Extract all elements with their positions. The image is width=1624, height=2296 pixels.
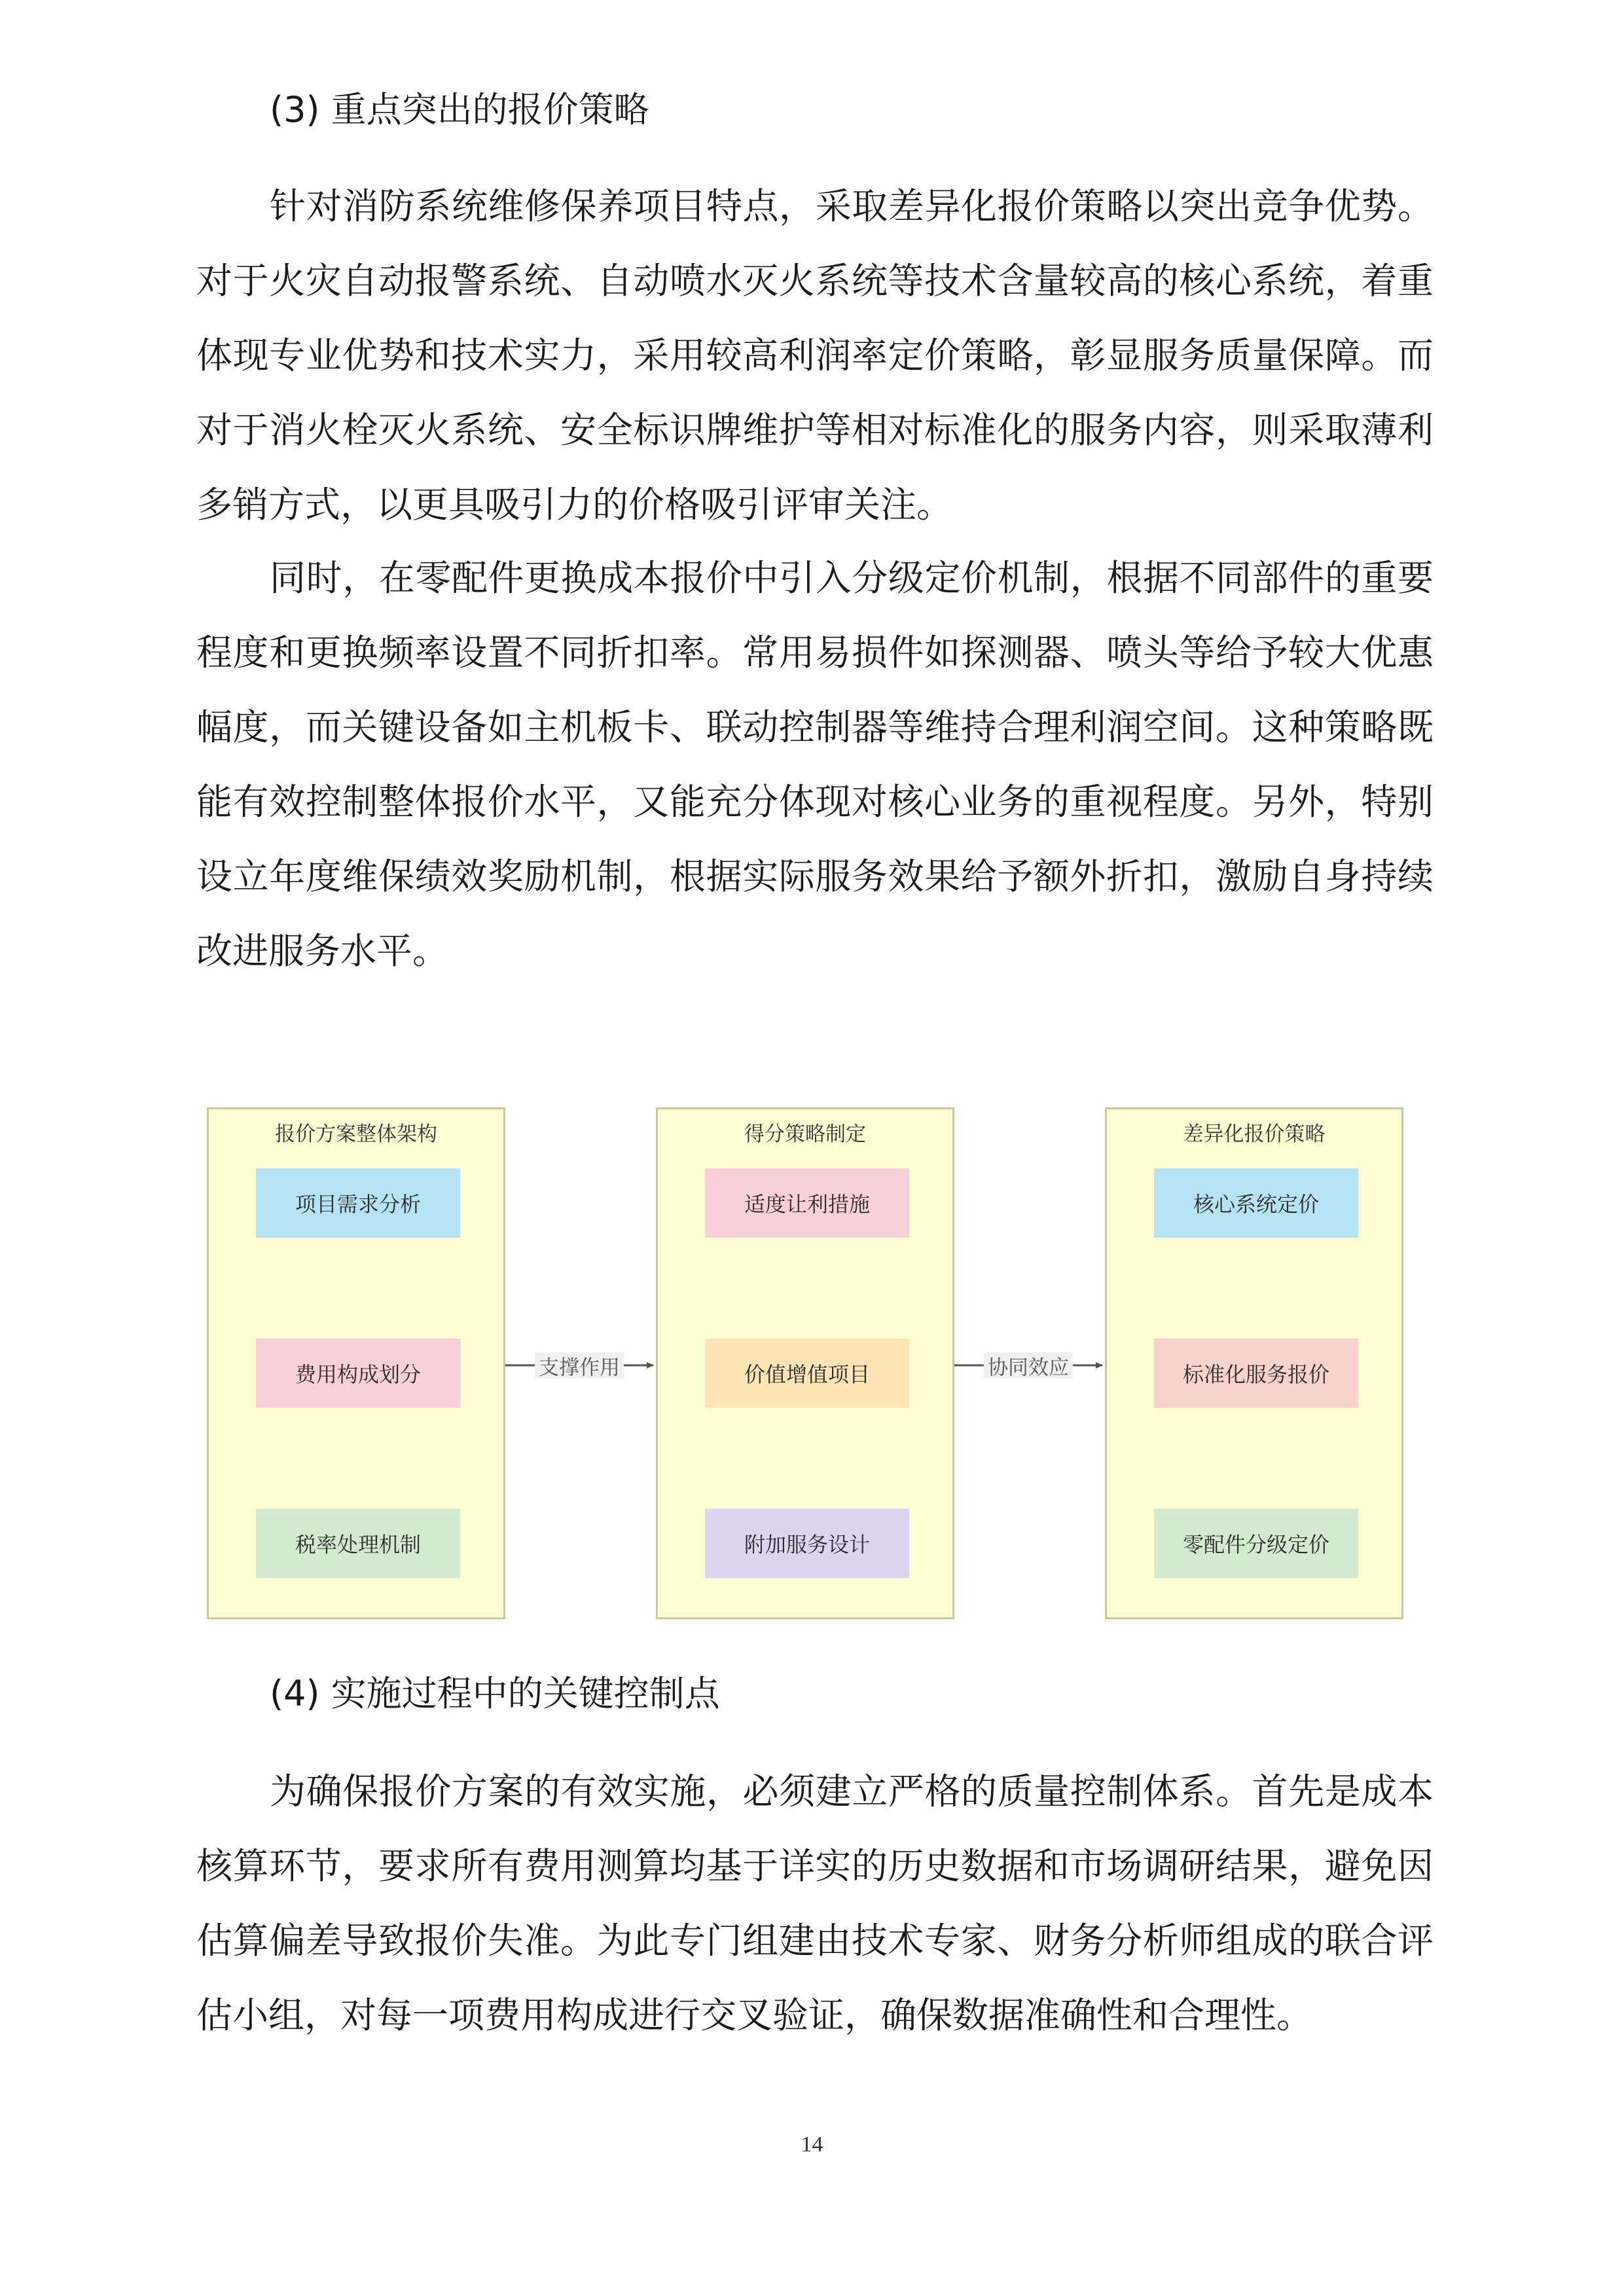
node-requirement-analysis: 项目需求分析 (256, 1168, 460, 1238)
group-title: 报价方案整体架构 (275, 1122, 437, 1146)
group-differentiated-pricing (1105, 1107, 1403, 1619)
node-tax-handling: 税率处理机制 (256, 1509, 460, 1578)
link-label-synergy: 协同效应 (984, 1352, 1073, 1378)
pricing-strategy-diagram (207, 1107, 1424, 1631)
paragraph-quality-control: 为确保报价方案的有效实施，必须建立严格的质量控制体系。首先是成本核算环节，要求所有费用测算均基于详实的历史数据和市场调研结果，避免因估算偏差导致报价失准。为此专门组建由技术专家、财务分析师组成的联合评估小组，对每一项费用构成进行交叉验证，确保数据准确性和合理性。 (196, 1770, 1434, 2036)
section-heading-3: (3) 重点突出的报价策略 (270, 89, 649, 130)
node-core-system-pricing: 核心系统定价 (1154, 1168, 1358, 1238)
node-moderate-discount: 适度让利措施 (705, 1168, 909, 1238)
node-standard-service-quote: 标准化服务报价 (1154, 1338, 1358, 1408)
section-heading-4: (4) 实施过程中的关键控制点 (270, 1673, 720, 1714)
node-cost-breakdown: 费用构成划分 (256, 1338, 460, 1408)
page-number: 14 (801, 2132, 823, 2157)
paragraph-tiered-parts-pricing: 同时，在零配件更换成本报价中引入分级定价机制，根据不同部件的重要程度和更换频率设置不同折扣率。常用易损件如探测器、喷头等给予较大优惠幅度，而关键设备如主机板卡、联动控制器等维持合理利润空间。这种策略既能有效控制整体报价水平，又能充分体现对核心业务的重视程度。另外，特别设立年度维保绩效奖励机制，根据实际服务效果给予额外折扣，激励自身持续改进服务水平。 (196, 557, 1434, 972)
paragraph-differentiated-pricing: 针对消防系统维修保养项目特点，采取差异化报价策略以突出竞争优势。对于火灾自动报警系统、自动喷水灭火系统等技术含量较高的核心系统，着重体现专业优势和技术实力，采用较高利润率定价策略，彰显服务质量保障。而对于消火栓灭火系统、安全标识牌维护等相对标准化的服务内容，则采取薄利多销方式，以更具吸引力的价格吸引评审关注。 (196, 185, 1434, 526)
node-value-added-items: 价值增值项目 (705, 1338, 909, 1408)
node-extra-services: 附加服务设计 (705, 1509, 909, 1578)
group-title: 差异化报价策略 (1183, 1122, 1326, 1146)
group-title: 得分策略制定 (744, 1122, 866, 1146)
link-label-support: 支撑作用 (535, 1352, 624, 1378)
group-scoring-strategy (656, 1107, 954, 1619)
node-parts-tiered-pricing: 零配件分级定价 (1154, 1509, 1358, 1578)
group-overall-architecture (207, 1107, 505, 1619)
